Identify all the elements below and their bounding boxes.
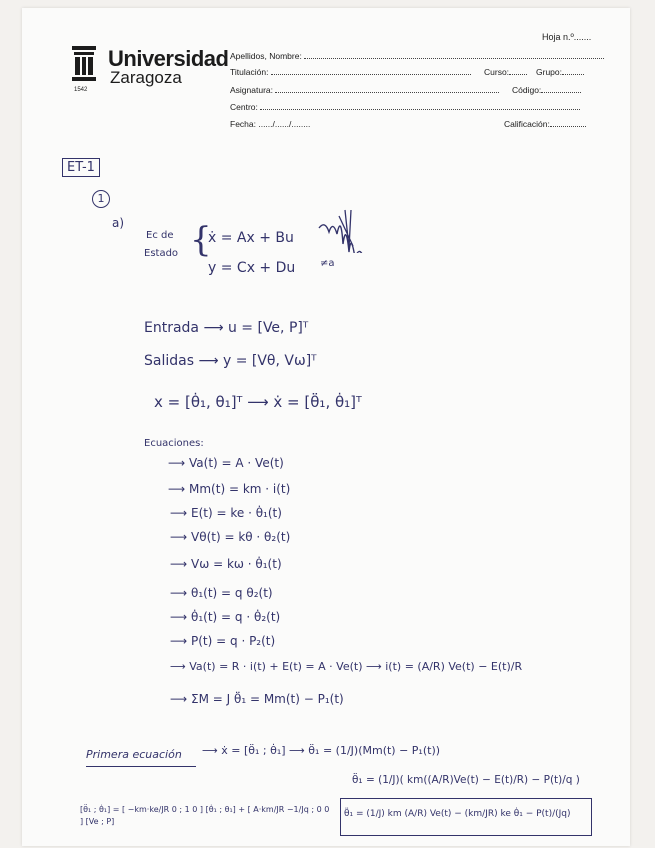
equation-10: ⟶ ΣM = J θ̈₁ = Mm(t) − P₁(t) [170, 692, 344, 706]
state-eq-label-1: Ec de [146, 230, 174, 241]
equation-7: ⟶ θ̇₁(t) = q · θ̇₂(t) [170, 610, 281, 624]
equation-9: ⟶ Va(t) = R · i(t) + E(t) = A · Ve(t) ⟶ i(t) = (A/R) Ve(t) − E(t)/R [170, 660, 523, 673]
logo-year: 1542 [74, 87, 88, 93]
primera-ecuacion-label: Primera ecuación [86, 748, 182, 761]
equation-3: ⟶ E(t) = ke · θ̇₁(t) [170, 506, 282, 520]
equation-2: ⟶ Mm(t) = km · i(t) [168, 482, 291, 496]
part-label: a) [112, 216, 125, 230]
fecha-field: Fecha: ....../....../........ [230, 119, 311, 129]
calificacion-field: Calificación: [504, 119, 586, 129]
sheet-number: Hoja n.º....... [542, 32, 592, 42]
ecuaciones-label: Ecuaciones: [144, 438, 204, 449]
curso-field: Curso: [484, 67, 527, 77]
equation-8: ⟶ P(t) = q · P₂(t) [170, 634, 276, 648]
final-equation: θ̈₁ = (1/J) km (A/R) Ve(t) − (km/JR) ke θ̇₁ − P(t)/(Jq) [344, 809, 571, 819]
university-name: Universidad [108, 46, 229, 71]
titulacion-field: Titulación: [230, 67, 471, 77]
apellidos-field: Apellidos, Nombre: [230, 51, 604, 61]
second-step-equation: θ̈₁ = (1/J)( km((A/R)Ve(t) − E(t)/R) − P(t)/q ) [352, 774, 580, 786]
centro-field: Centro: [230, 102, 580, 112]
section-label: ET-1 [62, 158, 100, 177]
primera-ecuacion: ⟶ ẋ = [θ̈₁ ; θ̇₁] ⟶ θ̈₁ = (1/J)(Mm(t) − P₁(t)) [202, 744, 441, 757]
salidas-line: Salidas ⟶ y = [Vθ, Vω]ᵀ [144, 353, 317, 369]
crossed-out-note: ≠a [320, 258, 335, 269]
crossed-out-scribble [317, 208, 397, 253]
university-city: Zaragoza [110, 68, 182, 87]
state-equation-1: ẋ = Ax + Bu [208, 230, 294, 246]
equation-4: ⟶ Vθ(t) = kθ · θ₂(t) [170, 530, 291, 544]
asignatura-field: Asignatura: [230, 85, 499, 95]
codigo-field: Código: [512, 85, 581, 95]
equation-5: ⟶ Vω = kω · θ̇₁(t) [170, 557, 282, 571]
question-number: 1 [92, 190, 110, 208]
entradas-line: Entrada ⟶ u = [Ve, P]ᵀ [144, 320, 309, 336]
exam-sheet [22, 8, 630, 846]
state-equation-2: y = Cx + Du [208, 260, 296, 276]
matrix-equation: [θ̈₁ ; θ̇₁] = [ −km·ke/JR 0 ; 1 0 ] [θ̇₁ ; θ₁] + [ A·km/JR −1/Jq ; 0 0 ] [Ve ; P] [80, 805, 330, 826]
state-vector-line: x = [θ̇₁, θ₁]ᵀ ⟶ ẋ = [θ̈₁, θ̇₁]ᵀ [154, 393, 362, 411]
state-eq-brace: { [190, 220, 212, 260]
equation-6: ⟶ θ₁(t) = q θ₂(t) [170, 586, 273, 600]
university-logo-icon [70, 44, 98, 86]
grupo-field: Grupo: [536, 67, 584, 77]
primera-underline [86, 766, 196, 767]
equation-1: ⟶ Va(t) = A · Ve(t) [168, 456, 284, 470]
state-eq-label-2: Estado [144, 248, 179, 259]
